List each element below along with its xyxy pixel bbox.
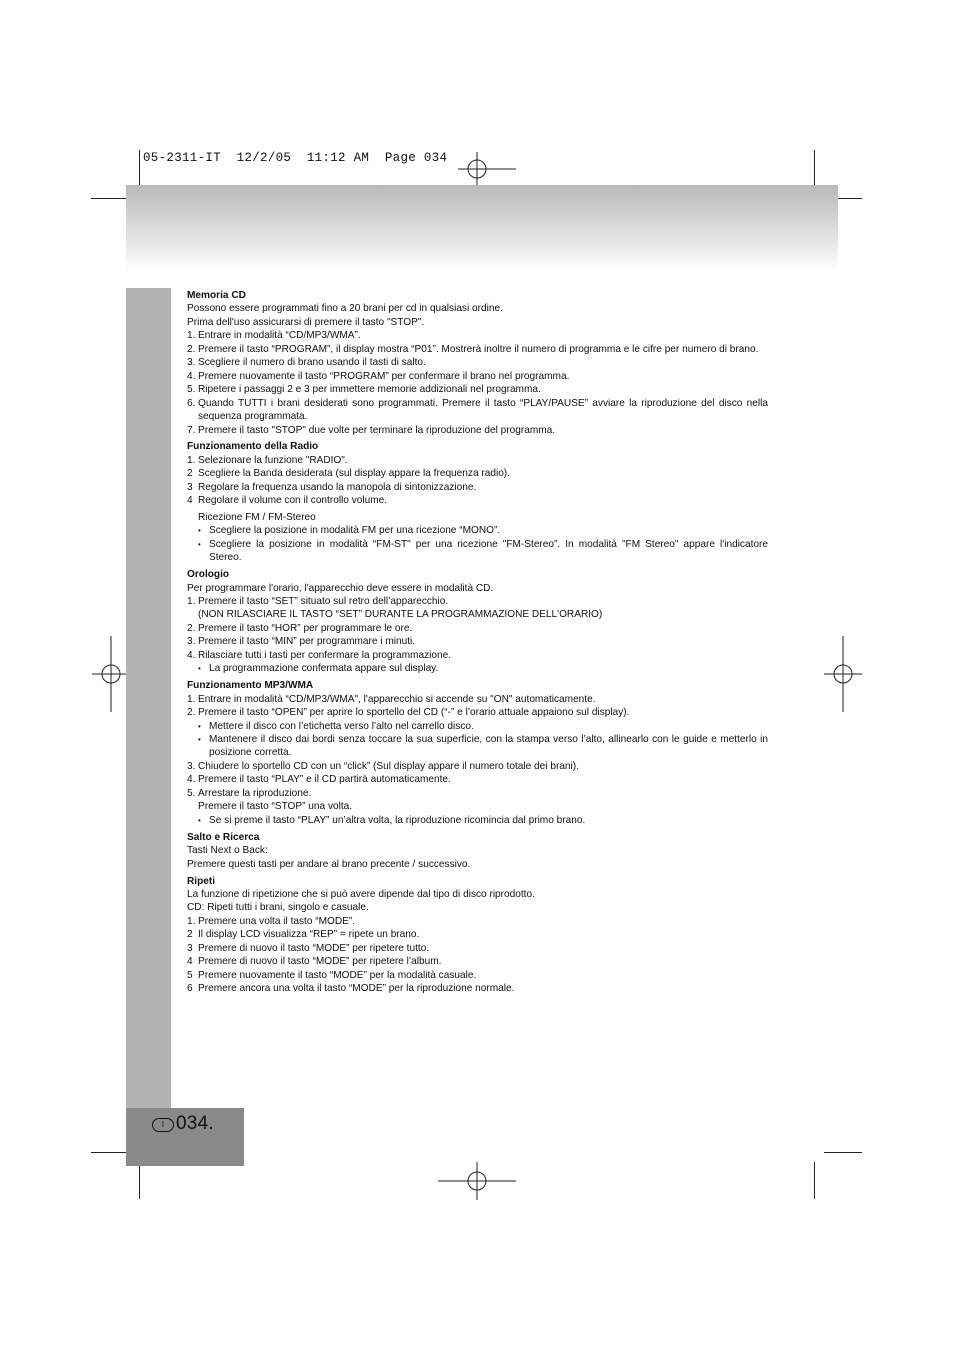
paragraph: Possono essere programmati fino a 20 brani per cd in qualsiasi ordine. <box>187 303 503 315</box>
registration-mark-right <box>824 636 862 712</box>
manual-content <box>187 289 768 999</box>
section-title: Salto e Ricerca <box>187 831 260 843</box>
list-item: 2 Il display LCD visualizza “REP” = ripete un brano. <box>187 929 420 941</box>
list-item: 3. Chiudere lo sportello CD con un “click” (Sul display appare il numero totale dei brani). <box>187 760 579 772</box>
registration-mark-bottom <box>438 1162 516 1200</box>
list-item: 6 Premere ancora una volta il tasto “MODE” per la riproduzione normale. <box>187 983 515 995</box>
subheading: Ricezione FM / FM-Stereo <box>198 511 316 523</box>
bullet-item: • Mantenere il disco dai bordi senza toccare la sua superficie, con la stampa verso l’alto, allinearlo con le guide e metterlo in posizione corretta. <box>198 734 768 759</box>
bullet-item: • Scegliere la posizione in modalità “FM-ST" per una ricezione "FM-Stereo”. In modalità "FM Stereo" appare l'indicatore Stereo. <box>198 538 768 564</box>
side-bar <box>126 288 171 1108</box>
registration-mark-top <box>458 150 516 188</box>
crop-mark <box>814 1162 815 1199</box>
paragraph: Per programmare l'orario, l'apparecchio deve essere in modalità CD. <box>187 582 494 594</box>
list-item: 1. Entrare in modalità “CD/MP3/WMA", l'apparecchio si accende su "ON" automaticamente. <box>187 693 596 705</box>
list-item: 5. Ripetere i passaggi 2 e 3 per immettere memorie addizionali nel programma. <box>187 384 541 396</box>
section-ripeti <box>187 875 768 996</box>
section-title: Memoria CD <box>187 290 246 301</box>
section-memoria-cd <box>187 289 768 437</box>
crop-mark <box>139 1162 140 1199</box>
section-title: Funzionamento della Radio <box>187 441 319 453</box>
section-radio <box>187 440 768 564</box>
list-item: 3. Premere il tasto “MIN” per programmare i minuti. <box>187 636 416 648</box>
list-item: 4 Regolare il volume con il controllo volume. <box>187 495 388 507</box>
section-title: Funzionamento MP3/WMA <box>187 680 314 692</box>
section-title: Orologio <box>187 569 230 581</box>
list-item: 5. Arrestare la riproduzione. <box>187 787 312 799</box>
header-band <box>126 185 838 270</box>
section-title: Ripeti <box>187 875 216 887</box>
list-item: 4. Rilasciare tutti i tasti per confermare la programmazione. <box>187 649 452 661</box>
registration-mark-left <box>92 636 130 712</box>
section-mp3-wma <box>187 679 768 827</box>
list-item: 3. Scegliere il numero di brano usando il tasti di salto. <box>187 357 426 369</box>
list-item: 3 Premere di nuovo il tasto “MODE” per ripetere tutto. <box>187 942 430 954</box>
section-salto <box>187 831 768 871</box>
list-item: 4. Premere il tasto “PLAY” e il CD partirà automaticamente. <box>187 774 451 786</box>
list-item: 1. Entrare in modalità “CD/MP3/WMA”. <box>187 330 361 342</box>
list-item: 4 Premere di nuovo il tasto “MODE” per ripetere l’album. <box>187 956 442 968</box>
list-item: 1. Premere una volta il tasto “MODE”. <box>187 915 356 927</box>
list-item: 3 Regolare la frequenza usando la manopola di sintonizzazione. <box>187 481 477 493</box>
language-badge: I <box>152 1118 174 1132</box>
list-item: 5 Premere nuovamente il tasto “MODE” per la modalità casuale. <box>187 969 477 981</box>
note: (NON RILASCIARE IL TASTO “SET” DURANTE LA PROGRAMMAZIONE DELL'ORARIO) <box>198 609 603 621</box>
bullet-item: • La programmazione confermata appare sul display. <box>198 663 439 675</box>
print-slug: 05-2311-IT 12/2/05 11:12 AM Page 034 <box>143 151 448 165</box>
list-item: 2. Premere il tasto “PROGRAM”, il display mostra “P01”. Mostrerà inoltre il numero di programma e le cifre per numero di brano. <box>187 343 759 355</box>
bullet-item: • Se si preme il tasto “PLAY” un’altra volta, la riproduzione ricomincia dal primo brano. <box>198 814 586 826</box>
crop-mark <box>91 198 129 199</box>
paragraph: CD: Ripeti tutti i brani, singolo e casuale. <box>187 902 369 914</box>
list-item: 2. Premere il tasto “HOR” per programmare le ore. <box>187 622 413 634</box>
list-item: 2. Premere il tasto “OPEN” per aprire lo sportello del CD (“-” e l’orario attuale appaiono sul display). <box>187 707 630 719</box>
list-item: 1. Premere il tasto “SET” situato sul retro dell’apparecchio. <box>187 595 449 607</box>
bullet-item: • Mettere il disco con l’etichetta verso l’alto nel carrello disco. <box>198 720 474 732</box>
list-item: 1. Selezionare la funzione "RADIO". <box>187 454 348 466</box>
crop-mark <box>814 150 815 187</box>
section-orologio <box>187 568 768 676</box>
paragraph: La funzione di ripetizione che si può avere dipende dal tipo di disco riprodotto. <box>187 888 535 900</box>
list-item: 7. Premere il tasto "STOP" due volte per terminare la riproduzione del programma. <box>187 424 556 436</box>
paragraph: Prima dell'uso assicurarsi di premere il tasto "STOP". <box>187 316 425 328</box>
page-number: 034. <box>176 1113 214 1134</box>
crop-mark <box>91 1152 129 1153</box>
paragraph: Premere questi tasti per andare al brano precente / successivo. <box>187 858 471 870</box>
paragraph: Tasti Next o Back: <box>187 845 268 857</box>
bullet-item: • Scegliere la posizione in modalità FM per una ricezione “MONO”. <box>198 525 501 537</box>
list-item: 2 Scegliere la Banda desiderata (sul display appare la frequenza radio). <box>187 468 510 480</box>
list-item: 6. Quando TUTTI i brani desiderati sono programmati. Premere il tasto “PLAY/PAUSE” avviare la riproduzione del disco nella sequenza programmata. <box>187 397 768 423</box>
paragraph: Premere il tasto “STOP” una volta. <box>198 801 353 813</box>
crop-mark <box>139 150 140 187</box>
crop-mark <box>824 1152 862 1153</box>
list-item: 4. Premere nuovamente il tasto “PROGRAM” per confermare il brano nel programma. <box>187 370 570 382</box>
